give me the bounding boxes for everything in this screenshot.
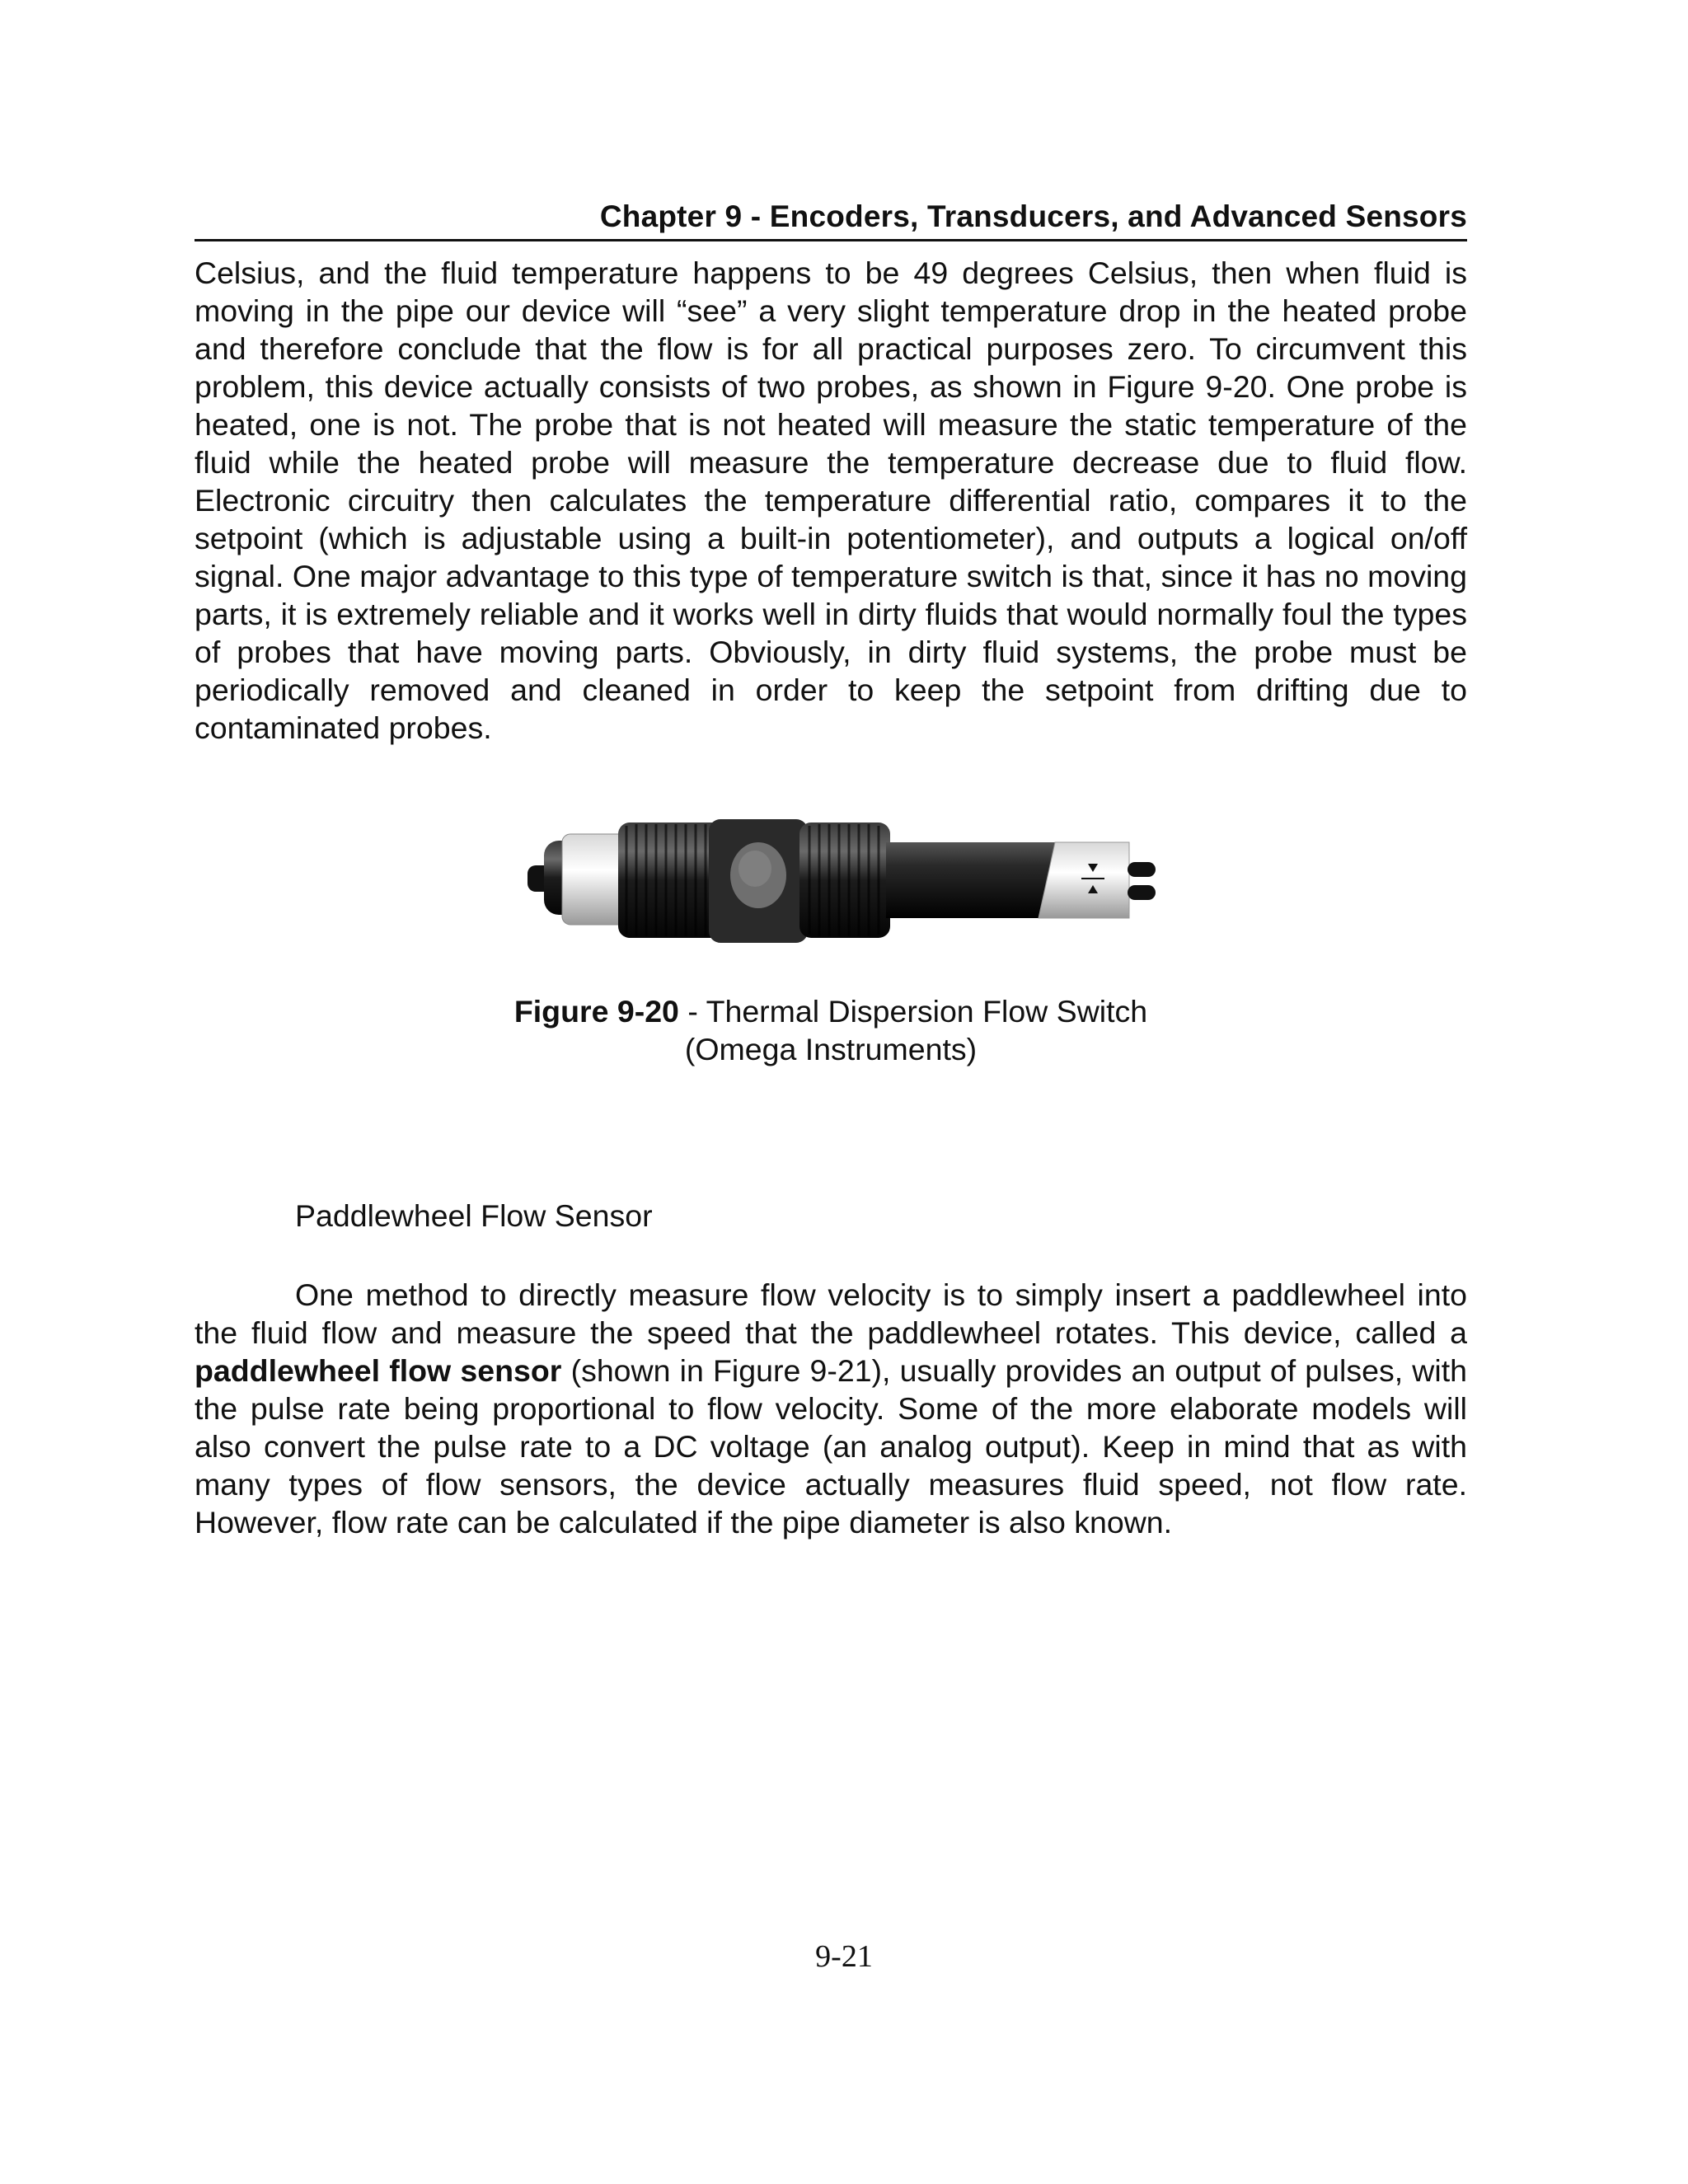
probe-tip-lower — [1128, 885, 1156, 900]
paddlewheel-term: paddlewheel flow sensor — [195, 1353, 562, 1388]
figure-separator: - — [678, 994, 706, 1029]
paragraph2-intro: One method to directly measure flow velocity is to simply insert a paddlewheel into the fluid flow and measure the speed that the paddlewheel rotates. This device, called a — [195, 1277, 1467, 1350]
figure-source: (Omega Instruments) — [684, 1032, 978, 1066]
chapter-header: Chapter 9 - Encoders, Transducers, and Advanced Sensors — [599, 199, 1467, 233]
probe-tip-upper — [1128, 862, 1156, 877]
section-heading: Paddlewheel Flow Sensor — [295, 1198, 653, 1233]
page-number: 9-21 — [815, 1939, 873, 1974]
paragraph2-rest: (shown in Figure 9-21), usually provides an output of pulses, with the pulse rate being proportional to flow velocity. Some of the more elaborate models will also convert the pulse rate to a DC voltage (an analog output). Keep in mind that as with many types of flow sensors, the device actually measures fluid speed, not flow rate. However, flow rate can be calculated if the pipe diameter is also known. — [195, 1353, 1467, 1540]
figure-caption — [195, 992, 1467, 1068]
header-rule — [195, 239, 1467, 241]
paragraph-thermal-dispersion: Celsius, and the fluid temperature happens to be 49 degrees Celsius, then when fluid is moving in the pipe our device will “see” a very slight temperature drop in the heated probe and therefore conclude that the flow is for all practical purposes zero. To circumvent this problem, this device actually consists of two probes, as shown in Figure 9-20. One probe is heated, one is not. The probe that is not heated will measure the static temperature of the fluid while the heated probe will measure the temperature decrease due to fluid flow. Electronic circuitry then calculates the temperature differential ratio, compares it to the setpoint (which is adjustable using a built-in potentiometer), and outputs a logical on/off signal. One major advantage to this type of temperature switch is that, since it has no moving parts, it is extremely reliable and it works well in dirty fluids that would normally foul the types of probes that have moving parts. Obviously, in dirty fluid systems, the probe must be periodically removed and cleaned in order to keep the setpoint from drifting due to contaminated probes. — [195, 255, 1467, 745]
flow-switch-photo — [511, 783, 1187, 964]
flow-switch-illustration — [511, 783, 1187, 964]
figure-title: Thermal Dispersion Flow Switch — [706, 994, 1148, 1029]
white-end-cap — [1039, 842, 1129, 918]
paragraph-paddlewheel — [195, 1276, 1467, 1541]
figure-label: Figure 9-20 — [513, 994, 679, 1029]
